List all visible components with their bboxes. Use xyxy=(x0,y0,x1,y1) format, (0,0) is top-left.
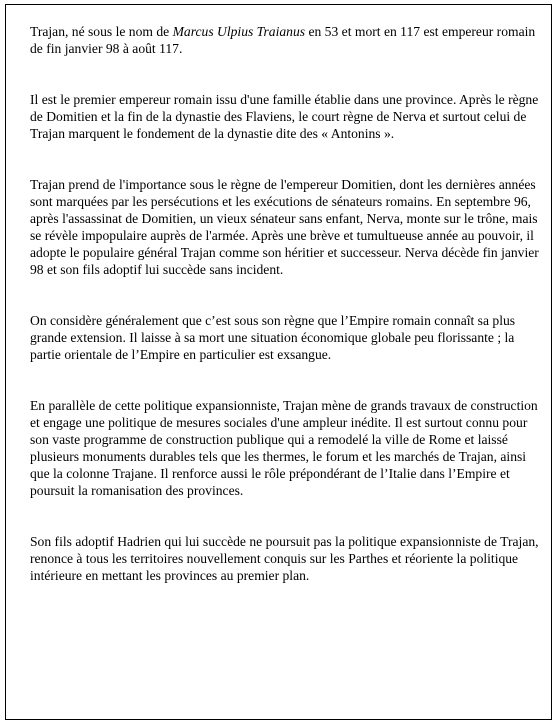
paragraph-successor: Son fils adoptif Hadrien qui lui succède ne poursuit pas la politique expansionniste de Trajan, renonce à tous les territoires nouvellement conquis sur les Parthes et réoriente la politique intérieure en mettant les provinces au premier plan. xyxy=(30,534,539,583)
paragraph-dynasty: Il est le premier empereur romain issu d'une famille établie dans une province. Après le règne de Domitien et la fin de la dynastie des Flaviens, le court règne de Nerva et surtout celui de Trajan marquent le fondement de la dynastie dite des « Antonins ». xyxy=(30,92,539,141)
paragraph-construction: En parallèle de cette politique expansionniste, Trajan mène de grands travaux de construction et engage une politique de mesures sociales d'une ampleur inédite. Il est surtout connu pour son vaste programme de construction publique qui a remodelé la ville de Rome et laissé plusieurs monuments durables tels que les thermes, le forum et les marchés de Trajan, ainsi que la colonne Trajane. Il renforce aussi le rôle prépondérant de l’Italie dans l’Empire et poursuit la romanisation des provinces. xyxy=(30,398,538,498)
text-box-frame xyxy=(5,4,552,720)
latin-name: Marcus Ulpius Traianus xyxy=(172,24,306,39)
paragraph-intro-before: Trajan, né sous le nom de xyxy=(30,24,173,39)
paragraph-rise-to-power: Trajan prend de l'importance sous le règne de l'empereur Domitien, dont les dernières années sont marquées par les persécutions et les exécutions de sénateurs romains. En septembre 96, après l'assassinat de Domitien, un vieux sénateur sans enfant, Nerva, monte sur le trône, mais se révèle impopulaire auprès de l'armée. Après une brève et tumultueuse année au pouvoir, il adopte le populaire général Trajan comme son héritier et successeur. Nerva décède fin janvier 98 et son fils adoptif lui succède sans incident. xyxy=(30,177,539,277)
paragraph-intro-after: en 53 et mort en 117 est empereur romain de fin janvier 98 à août 117. xyxy=(30,24,536,56)
document-body xyxy=(30,23,542,584)
paragraph-intro xyxy=(30,23,542,57)
paragraph-extension: On considère généralement que c’est sous son règne que l’Empire romain connaît sa plus grande extension. Il laisse à sa mort une situation économique globale peu florissante ; la partie orientale de l’Empire en particulier est exsangue. xyxy=(30,313,516,362)
